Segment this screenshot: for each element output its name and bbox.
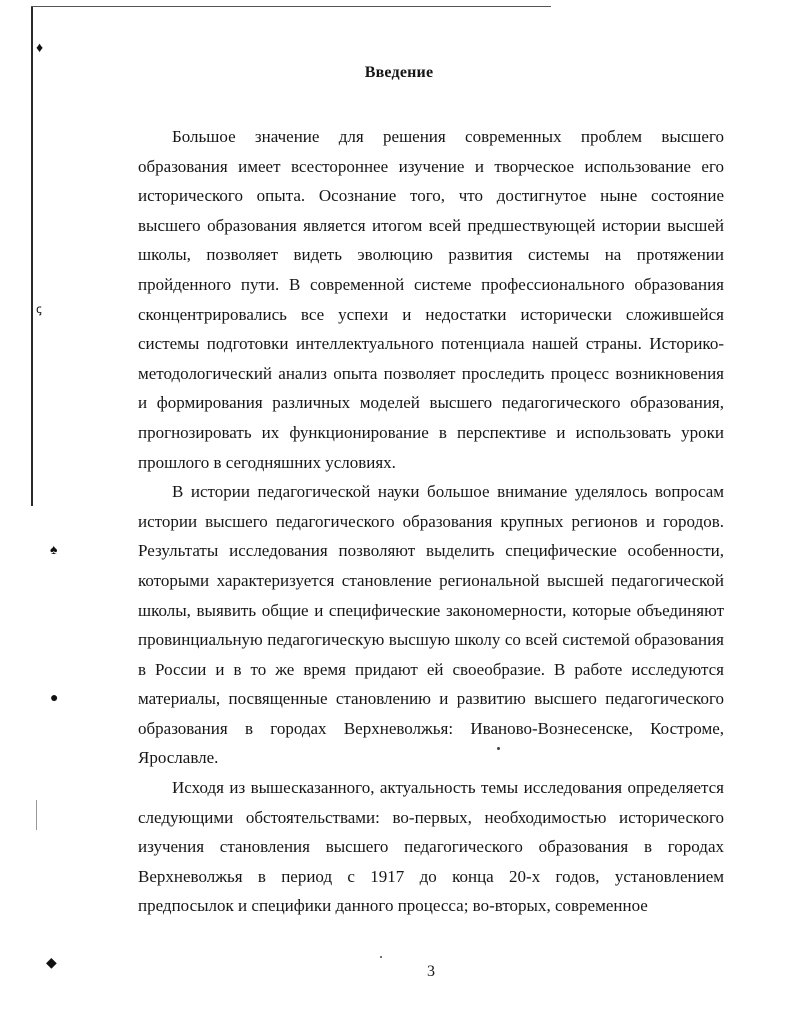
scan-edge-line — [36, 800, 37, 830]
scan-speck-icon: ♦ — [36, 41, 44, 56]
scan-dot — [380, 956, 382, 958]
page-number: 3 — [427, 963, 435, 980]
scan-speck-icon: ● — [50, 691, 59, 706]
scan-speck-icon: ◆ — [46, 956, 57, 971]
scan-speck-icon: ♠ — [50, 543, 58, 558]
body-text — [138, 122, 724, 921]
scan-edge-line — [31, 6, 551, 7]
scan-speck-icon: ꞔ — [36, 302, 42, 316]
page-title: Введение — [364, 64, 434, 81]
paragraph: Исходя из вышесказанного, актуальность темы исследования определяется следующими обстоятельствами: во-первых, необходимостью исторического изучения становления высшего педагогического образования в городах Верхневолжья в период с 1917 до конца 20-х годов, установлением предпосылок и специфики данного процесса; во-вторых, современное — [138, 778, 724, 916]
paragraph: Большое значение для решения современных проблем высшего образования имеет всестороннее изучение и творческое использование его исторического опыта. Осознание того, что достигнутое ныне состояние высшего образования является итогом всей предшествующей истории высшей школы, позволяет видеть эволюцию развития системы на протяжении пройденного пути. В современной системе профессионального образования сконцентрировались все успехи и недостатки исторически сложившейся системы подготовки интеллектуального потенциала нашей страны. Историко-методологический анализ опыта позволяет проследить процесс возникновения и формирования различных моделей высшего педагогического образования, прогнозировать их функционирование в перспективе и использовать уроки прошлого в сегодняшних условиях. — [138, 127, 724, 472]
paragraph: В истории педагогической науки большое внимание уделялось вопросам истории высшего педагогического образования крупных регионов и городов. Результаты исследования позволяют выделить специфические особенности, которыми характеризуется становление региональной высшей педагогической школы, выявить общие и специфические закономерности, которые объединяют провинциальную педагогическую высшую школу со всей системой образования в России и в то же время придают ей своеобразие. В работе исследуются материалы, посвященные становлению и развитию высшего педагогического образования в городах Верхневолжья: Иваново-Вознесенске, Костроме, Ярославле. — [138, 482, 724, 768]
